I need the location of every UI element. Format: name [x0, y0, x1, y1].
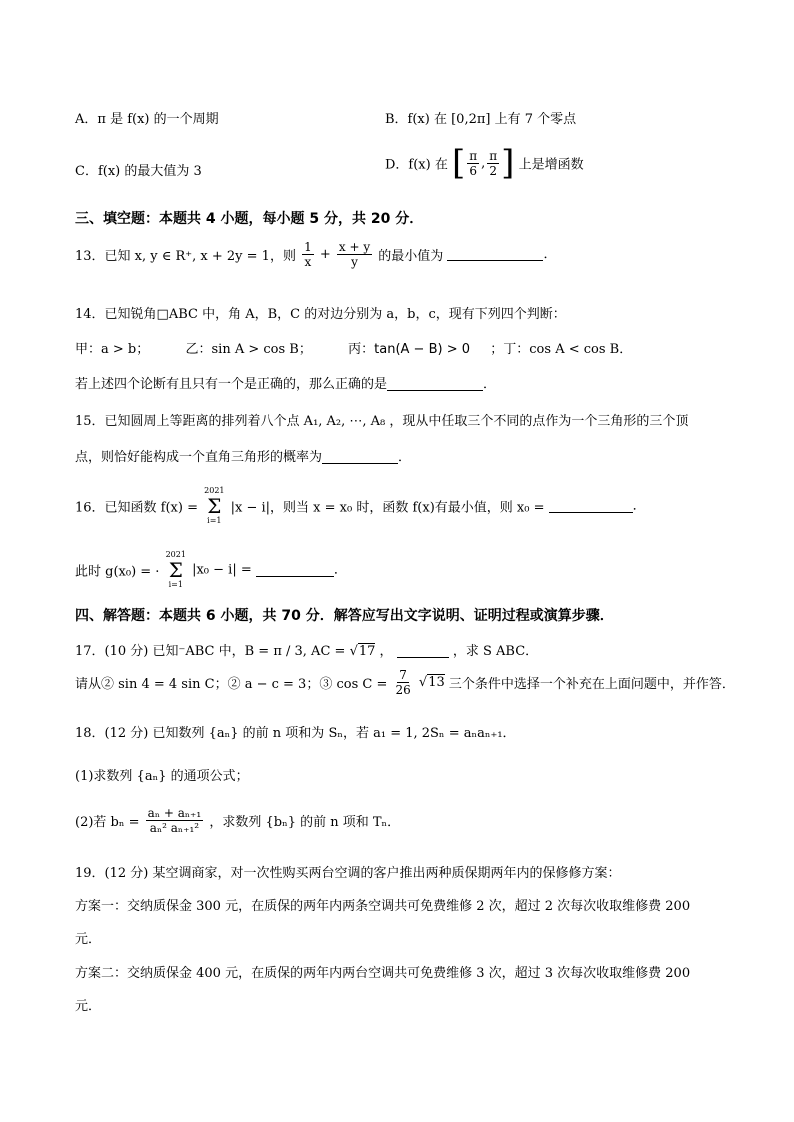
question-16-line2 — [75, 550, 347, 590]
answer-blank[interactable] — [256, 562, 334, 577]
q17-line2-pre: 请从② sin 4 = 4 sin C；② a − c = 3；③ cos C = — [75, 677, 388, 692]
frac-den: 2 — [489, 163, 498, 178]
q16-line2-pre: 此时 g(x₀) = · — [75, 564, 160, 580]
frac-den: aₙ² aₙ₊₁² — [149, 821, 200, 835]
option-d-pre: D．f(x) 在 — [385, 157, 448, 173]
frac-num: 1 — [304, 240, 312, 254]
sum-upper: 2021 — [204, 486, 225, 495]
q18-line3-pre: (2)若 bₙ = — [75, 815, 140, 830]
sum-lower: i=1 — [207, 516, 222, 525]
q18-line3-post: ，求数列 {bₙ} 的前 n 项和 Tₙ． — [209, 815, 401, 830]
summation-symbol: 2021 Σ i=1 — [204, 486, 225, 525]
option-c-text: C．f(x) 的最大值为 3 — [75, 164, 202, 179]
question-19-line2: 方案一：交纳质保金 300 元，在质保的两年内两条空调共可免费维修 2 次，超过 2 次每次收取维修费 200 — [75, 899, 691, 914]
q13-pre: 13．已知 x, y ∈ R⁺, x + 2y = 1，则 — [75, 249, 296, 264]
q16-pre: 16．已知函数 f(x) = — [75, 500, 198, 516]
option-a-text: A．π 是 f(x) 的一个周期 — [75, 112, 219, 127]
frac-num: aₙ + aₙ₊₁ — [147, 806, 202, 820]
q12-option-a — [75, 108, 219, 127]
q16-line2-mid: |x₀ − i| = — [192, 562, 252, 578]
sum-upper: 2021 — [165, 550, 186, 559]
answer-blank[interactable] — [447, 246, 543, 261]
q13-post: 的最小值为 — [378, 249, 444, 264]
summation-symbol: 2021 Σ i=1 — [165, 550, 186, 589]
q17-line2-post: 三个条件中选择一个补充在上面问题中，并作答． — [448, 677, 735, 692]
q14-line3-text: 若上述四个论断有且只有一个是正确的，那么正确的是 — [75, 377, 388, 392]
judgement-ding: ；丁：cos A < cos B． — [490, 342, 633, 357]
q16-mid: |x − i|，则当 x = x₀ 时，函数 f(x)有最小值，则 x₀ = — [230, 500, 545, 516]
interval-bracket: [ $\frac{\pi}{6}$ , $\frac{\pi}{2}$ ] — [451, 143, 515, 183]
frac-den: x — [304, 255, 312, 269]
q12-option-c — [75, 160, 202, 179]
q17-post: ，求 S ABC． — [452, 644, 539, 659]
question-14-line2 — [75, 338, 632, 357]
section-4-heading: 四、解答题：本题共 6 小题，共 70 分．解答应写出文字说明、证明过程或演算步骤． — [75, 608, 614, 624]
frac-num: π — [489, 148, 498, 163]
q17-mid: ， — [379, 644, 393, 659]
question-19-line5: 元． — [75, 999, 102, 1014]
question-15-line1: 15．已知圆周上等距离的排列着八个点 A₁, A₂, ⋯, A₈ ，现从中任取三个不同的点作为一个三角形的三个顶 — [75, 414, 689, 429]
frac-den: 6 — [469, 163, 478, 178]
question-19-line3: 元． — [75, 932, 102, 947]
answer-blank[interactable] — [387, 376, 483, 391]
question-18-line2: (1)求数列 {aₙ} 的通项公式； — [75, 769, 249, 784]
frac-den: 26 — [395, 683, 411, 697]
frac-num: 7 — [399, 668, 407, 682]
option-b-text: B．f(x) 在 [0,2π] 上有 7 个零点 — [385, 112, 577, 127]
q16-line2-end: ． — [333, 562, 347, 578]
question-19-line1: 19．(12 分) 某空调商家，对一次性购买两台空调的客户推出两种质保期两年内的保修修方案： — [75, 866, 621, 881]
sqrt-radicand: 17 — [358, 644, 376, 659]
q15-line2-text: 点，则恰好能构成一个直角三角形的概率为 — [75, 450, 323, 465]
frac-den: y — [351, 255, 358, 269]
question-17-line1: 17．(10 分) 已知⁻ABC 中，B = π / 3, AC = √17 ， ，求 S ABC． — [75, 644, 539, 659]
question-16-line1 — [75, 486, 646, 526]
judgement-yi: 乙：sin A > cos B； — [185, 342, 312, 357]
question-17-line2: 请从② sin 4 = 4 sin C；② a − c = 3；③ cos C = $\frac{7}{26}$ √13 三个条件中选择一个补充在上面问题中，并作答． — [75, 668, 735, 697]
judgement-jia: 甲：a > b； — [75, 342, 150, 357]
question-13 — [75, 240, 556, 269]
judgement-bing: 丙：tan(A − B) > 0 — [348, 342, 470, 357]
q16-end: ． — [632, 498, 646, 514]
sqrt-radicand: 13 — [428, 675, 445, 690]
section-3-heading: 三、填空题：本题共 4 小题，每小题 5 分，共 20 分． — [75, 211, 424, 227]
plus-sign: + — [319, 247, 331, 262]
answer-blank[interactable] — [549, 498, 633, 513]
question-18-line1: 18．(12 分) 已知数列 {aₙ} 的前 n 项和为 Sₙ，若 a₁ = 1, 2Sₙ = aₙaₙ₊₁． — [75, 726, 516, 741]
q15-end: ． — [398, 450, 412, 465]
q12-option-b — [385, 108, 576, 127]
frac-num: x + y — [338, 240, 371, 254]
question-14-line3 — [75, 373, 496, 392]
q14-end: ． — [483, 377, 497, 392]
question-14-line1: 14．已知锐角□ABC 中，角 A，B，C 的对边分别为 a，b，c，现有下列四个判断： — [75, 307, 566, 322]
option-d-post: 上是增函数 — [518, 157, 584, 173]
frac-num: π — [469, 148, 478, 163]
question-18-line3 — [75, 806, 400, 835]
answer-blank[interactable] — [322, 449, 398, 464]
q13-end: ． — [543, 247, 557, 262]
question-15-line2 — [75, 446, 411, 465]
q17-pre: 17．(10 分) 已知⁻ABC 中，B = π / 3, AC = — [75, 644, 346, 659]
question-19-line4: 方案二：交纳质保金 400 元，在质保的两年内两台空调共可免费维修 3 次，超过 3 次每次收取维修费 200 — [75, 966, 691, 981]
answer-blank[interactable] — [397, 643, 449, 658]
q12-option-d — [385, 143, 584, 183]
sum-lower: i=1 — [168, 580, 183, 589]
